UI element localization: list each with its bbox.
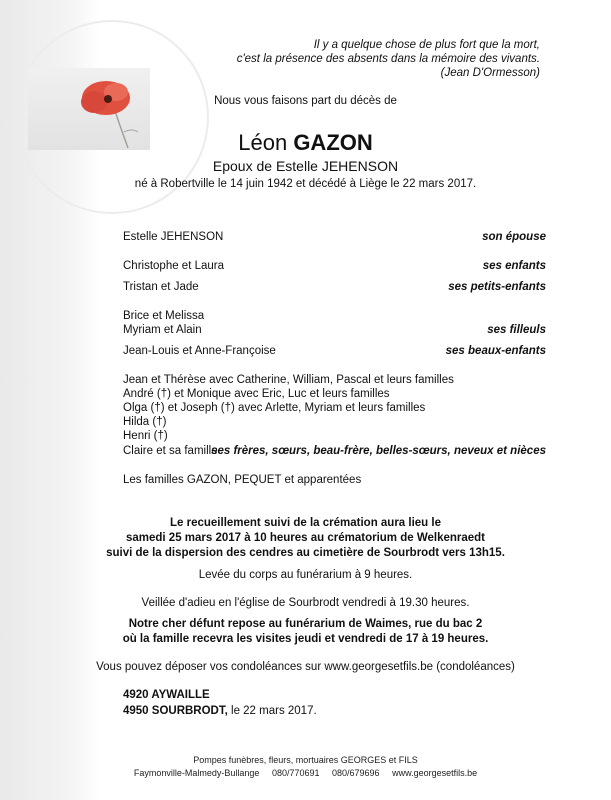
address-sourbrodt bbox=[123, 704, 317, 719]
family-name: Jean-Louis et Anne-Françoise bbox=[123, 345, 276, 357]
family-row bbox=[123, 474, 546, 488]
family-row bbox=[123, 402, 546, 416]
family-row bbox=[123, 281, 546, 295]
family-relation: ses filleuls bbox=[487, 324, 546, 336]
family-row bbox=[123, 260, 546, 274]
family-name: Brice et Melissa bbox=[123, 310, 205, 322]
ceremony-line-1: Le recueillement suivi de la crémation aura lieu le bbox=[170, 517, 441, 529]
family-name: Myriam et Alain bbox=[123, 324, 202, 336]
footer-locations: Faymonville-Malmedy-Bullange bbox=[133, 768, 260, 778]
repose-line-1: Notre cher défunt repose au funérarium de Waimes, rue du bac 2 bbox=[128, 618, 483, 630]
footer-phone-1: 080/770691 bbox=[271, 768, 320, 778]
repose-line-2: où la famille recevra les visites jeudi et vendredi de 17 à 19 heures. bbox=[122, 633, 489, 645]
family-row bbox=[123, 445, 546, 459]
family-name: Tristan et Jade bbox=[123, 281, 199, 293]
family-relation: ses frères, sœurs, beau-frère, belles-sœurs, neveux et nièces bbox=[211, 445, 546, 457]
ceremony-line-3: suivi de la dispersion des cendres au cimetière de Sourbrodt vers 13h15. bbox=[106, 547, 505, 559]
spouse-line: Epoux de Estelle JEHENSON bbox=[212, 158, 399, 174]
deceased-name bbox=[0, 130, 611, 156]
family-relation: ses enfants bbox=[482, 260, 546, 272]
footer-website: www.georgesetfils.be bbox=[392, 768, 478, 778]
condoleances-text: Vous pouvez déposer vos condoléances sur www.georgesetfils.be (condoléances) bbox=[96, 661, 515, 673]
family-row bbox=[123, 416, 546, 430]
family-row bbox=[123, 310, 546, 324]
address-line-2-place: 4950 SOURBRODT, bbox=[123, 705, 228, 717]
deceased-first-name: Léon bbox=[238, 130, 288, 155]
ceremony-line-2: samedi 25 mars 2017 à 10 heures au crématorium de Welkenraedt bbox=[125, 532, 486, 544]
epitaph-quote bbox=[210, 38, 540, 80]
family-row bbox=[123, 430, 546, 444]
family-name: Hilda (†) bbox=[123, 416, 167, 428]
address-line-2-date: le 22 mars 2017. bbox=[227, 705, 317, 717]
address-aywaille bbox=[123, 688, 210, 703]
family-name: André (†) et Monique avec Eric, Luc et leurs familles bbox=[123, 388, 390, 400]
quote-line-1: Il y a quelque chose de plus fort que la mort, bbox=[313, 39, 540, 51]
family-name: Henri (†) bbox=[123, 430, 168, 442]
family-relation: ses petits-enfants bbox=[448, 281, 546, 293]
footer-line-1: Pompes funèbres, fleurs, mortuaires GEORGES et FILS bbox=[193, 755, 418, 765]
family-row bbox=[123, 374, 546, 388]
family-name: Christophe et Laura bbox=[123, 260, 225, 272]
footer-phone-2: 080/679696 bbox=[332, 768, 380, 778]
birth-death-line: né à Robertville le 14 juin 1942 et décédé à Liège le 22 mars 2017. bbox=[134, 178, 477, 190]
family-name: Estelle JEHENSON bbox=[123, 231, 224, 243]
deceased-last-name: GAZON bbox=[293, 130, 373, 155]
family-relation: ses beaux-enfants bbox=[445, 345, 546, 357]
quote-line-2: c'est la présence des absents dans la mémoire des vivants. bbox=[236, 53, 540, 65]
family-name: Olga (†) et Joseph (†) avec Arlette, Myriam et leurs familles bbox=[123, 402, 426, 414]
levee-text: Levée du corps au funérarium à 9 heures. bbox=[198, 569, 413, 581]
family-row bbox=[123, 231, 546, 245]
family-row bbox=[123, 388, 546, 402]
family-name: Jean et Thérèse avec Catherine, William, Pascal et leurs familles bbox=[123, 374, 454, 386]
quote-author: (Jean D'Ormesson) bbox=[440, 67, 540, 79]
family-name: Claire et sa famille bbox=[123, 445, 218, 457]
family-name: Les familles GAZON, PEQUET et apparentées bbox=[123, 474, 362, 486]
announcement-text: Nous vous faisons part du décès de bbox=[214, 95, 397, 107]
veillee-text: Veillée d'adieu en l'église de Sourbrodt vendredi à 19.30 heures. bbox=[141, 597, 470, 609]
footer-line-2 bbox=[0, 767, 611, 779]
family-relation: son épouse bbox=[482, 231, 546, 243]
family-row bbox=[123, 324, 546, 338]
address-line-1: 4920 AYWAILLE bbox=[123, 689, 210, 701]
family-row bbox=[123, 345, 546, 359]
